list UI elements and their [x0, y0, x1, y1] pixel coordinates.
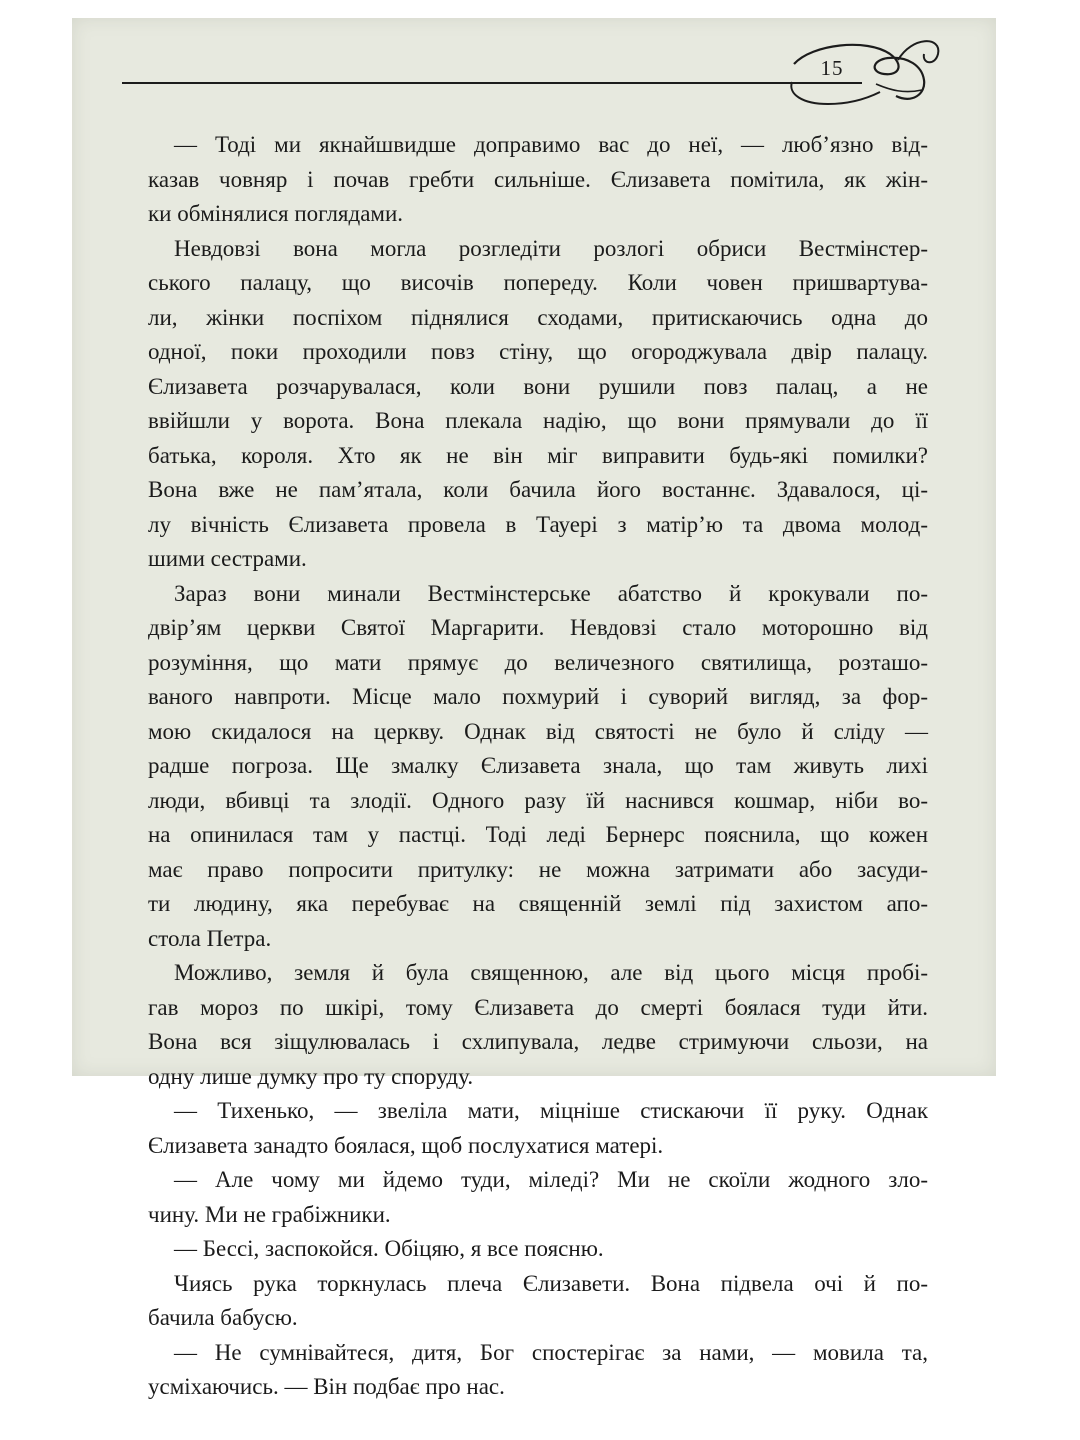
text-line: стола Петра. [148, 925, 272, 951]
text-line: має право попросити притулку: не можна затримати або засуди- [148, 856, 928, 882]
text-line: мою скидалося на церкву. Однак від святості не було й сліду — [148, 718, 928, 744]
paragraph [148, 128, 928, 232]
text-line: батька, короля. Хто як не він міг виправити будь-які помилки? [148, 442, 928, 468]
paragraph [148, 1163, 928, 1232]
text-line: чину. Ми не грабіжники. [148, 1201, 391, 1227]
text-line: ки обмінялися поглядами. [148, 201, 404, 226]
paragraph [148, 1336, 928, 1405]
text-line: радше погроза. Ще змалку Єлизавета знала, що там живуть лихі [148, 753, 928, 778]
text-line: лу вічність Єлизавета провела в Тауері з матір’ю та двома молод- [148, 511, 928, 537]
text-line: — Не сумнівайтеся, дитя, Бог спостерігає за нами, — мовила та, [174, 1339, 928, 1365]
text-line: Можливо, земля й була священною, але від цього місця пробі- [174, 960, 928, 985]
text-line: гав мороз по шкірі, тому Єлизавета до смерті боялася туди йти. [148, 994, 928, 1020]
text-line: казав човняр і почав гребти сильніше. Єлизавета помітила, як жін- [148, 166, 928, 192]
header-rule [122, 82, 862, 84]
text-line: — Тихенько, — звеліла мати, міцніше стискаючи її руку. Однак [174, 1098, 928, 1123]
text-line: Вона вся зіщулювалась і схлипувала, ледве стримуючи сльози, на [148, 1029, 928, 1054]
text-line: ваного навпроти. Місце мало похмурий і суворий вигляд, за фор- [148, 684, 928, 709]
text-line: шими сестрами. [148, 546, 307, 571]
text-line: ти людину, яка перебуває на священній землі під захистом апо- [148, 891, 928, 916]
text-line: ського палацу, що височів попереду. Коли човен пришвартува- [148, 270, 928, 295]
text-line: люди, вбивці та злодії. Одного разу їй наснився кошмар, ніби во- [148, 787, 928, 813]
paragraph [148, 956, 928, 1094]
text-line: одну лише думку про ту споруду. [148, 1063, 474, 1089]
paragraph [148, 577, 928, 957]
page-number: 15 [820, 56, 844, 80]
text-line: бачила бабусю. [148, 1305, 298, 1330]
text-line: Чиясь рука торкнулась плеча Єлизавети. Вона підвела очі й по- [174, 1270, 928, 1296]
text-line: на опинилася там у пастці. Тоді леді Бернерс пояснила, що кожен [148, 822, 928, 847]
paragraph [148, 1232, 928, 1267]
text-line: Невдовзі вона могла розгледіти розлогі обриси Вестмінстер- [174, 235, 928, 261]
text-line: — Тоді ми якнайшвидше доправимо вас до неї, — люб’язно від- [174, 132, 928, 157]
book-page [72, 18, 996, 1399]
text-line: усміхаючись. — Він подбає про нас. [148, 1374, 505, 1399]
text-line: Зараз вони минали Вестмінстерське абатство й крокували по- [174, 580, 928, 606]
paragraph [148, 1094, 928, 1163]
text-line: розуміння, що мати прямує до величезного святилища, розташо- [148, 649, 928, 675]
text-line: Єлизавета розчарувалася, коли вони рушили повз палац, а не [148, 373, 928, 399]
paragraph [148, 1267, 928, 1336]
text-line: двір’ям церкви Святої Маргарити. Невдовзі стало моторошно від [148, 615, 928, 640]
body-text [148, 128, 928, 1405]
text-line: Вона вже не пам’ятала, коли бачила його востаннє. Здавалося, ці- [148, 477, 928, 502]
text-line: — Бессі, заспокойся. Обіцяю, я все поясню. [174, 1236, 604, 1261]
text-line: — Але чому ми йдемо туди, міледі? Ми не скоїли жодного зло- [174, 1167, 928, 1192]
text-line: ли, жінки поспіхом піднялися сходами, притискаючись одна до [148, 304, 928, 330]
text-line: Єлизавета занадто боялася, щоб послухатися матері. [148, 1132, 664, 1158]
paragraph [148, 232, 928, 577]
text-line: ввійшли у ворота. Вона плекала надію, що вони прямували до її [148, 408, 928, 433]
text-line: одної, поки проходили повз стіну, що огороджувала двір палацу. [148, 339, 928, 364]
